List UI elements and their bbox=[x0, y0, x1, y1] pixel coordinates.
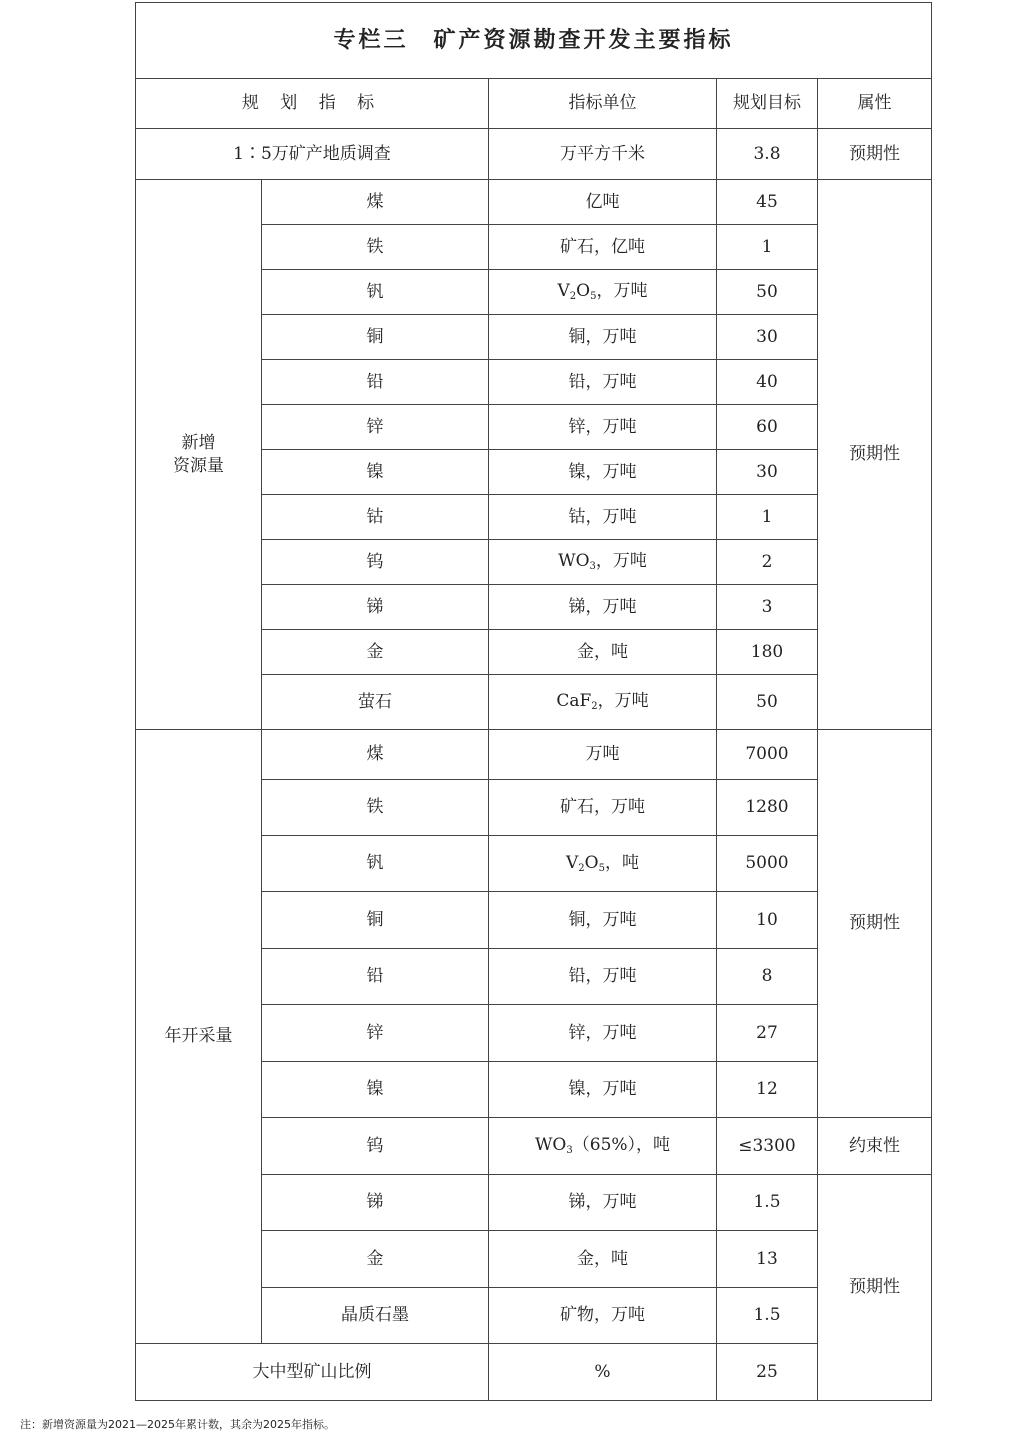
formula-sub: 3 bbox=[589, 561, 596, 573]
formula-sub: 3 bbox=[566, 1145, 573, 1157]
unit-cell: 钴，万吨 bbox=[489, 495, 717, 540]
unit-rest: （65%），吨 bbox=[572, 1135, 671, 1156]
survey-attribute: 预期性 bbox=[818, 129, 932, 180]
formula-sub: 2 bbox=[578, 862, 585, 874]
formula-text: V bbox=[557, 281, 570, 302]
unit-cell: 矿物，万吨 bbox=[489, 1288, 717, 1344]
mineral-name: 金 bbox=[262, 1231, 489, 1288]
unit-rest: ，吨 bbox=[604, 852, 639, 873]
header-target: 规划目标 bbox=[717, 79, 818, 129]
header-indicator-text: 规 划 指 标 bbox=[241, 93, 383, 114]
target-cell: 5000 bbox=[717, 836, 818, 892]
unit-cell: 镍，万吨 bbox=[489, 1062, 717, 1118]
attribute-annual-b: 约束性 bbox=[818, 1118, 932, 1175]
header-indicator bbox=[136, 79, 489, 129]
group-label-annual-mining: 年开采量 bbox=[136, 730, 262, 1344]
group-label-new-line1: 新增 bbox=[181, 432, 216, 453]
group-label-new-line2: 资源量 bbox=[173, 455, 224, 476]
mineral-name: 煤 bbox=[262, 180, 489, 225]
mineral-name: 铁 bbox=[262, 780, 489, 836]
group-label-new-resources bbox=[136, 180, 262, 730]
table-row bbox=[136, 730, 932, 780]
mineral-name: 金 bbox=[262, 630, 489, 675]
formula-sub: 2 bbox=[591, 701, 598, 713]
unit-cell bbox=[489, 270, 717, 315]
unit-cell bbox=[489, 1118, 717, 1175]
unit-cell bbox=[489, 836, 717, 892]
target-cell: 8 bbox=[717, 949, 818, 1005]
mineral-name: 铁 bbox=[262, 225, 489, 270]
unit-cell: 亿吨 bbox=[489, 180, 717, 225]
mineral-name: 镍 bbox=[262, 450, 489, 495]
target-cell: 180 bbox=[717, 630, 818, 675]
table-row bbox=[136, 180, 932, 225]
formula-text: V bbox=[566, 852, 579, 873]
target-cell: 60 bbox=[717, 405, 818, 450]
unit-cell bbox=[489, 540, 717, 585]
formula-text: WO bbox=[534, 1135, 567, 1156]
attribute-annual-a: 预期性 bbox=[818, 730, 932, 1118]
unit-cell: 矿石，万吨 bbox=[489, 780, 717, 836]
mineral-name: 铅 bbox=[262, 949, 489, 1005]
unit-cell: 金，吨 bbox=[489, 630, 717, 675]
survey-indicator: 1∶5万矿产地质调查 bbox=[136, 129, 489, 180]
unit-cell: 万吨 bbox=[489, 730, 717, 780]
mine-ratio-indicator: 大中型矿山比例 bbox=[136, 1344, 489, 1401]
survey-target: 3.8 bbox=[717, 129, 818, 180]
target-cell: 30 bbox=[717, 450, 818, 495]
mineral-name: 煤 bbox=[262, 730, 489, 780]
target-cell: 50 bbox=[717, 270, 818, 315]
unit-rest: ，万吨 bbox=[595, 551, 647, 572]
target-cell: 2 bbox=[717, 540, 818, 585]
footnote: 注：新增资源量为2021—2025年累计数，其余为2025年指标。 bbox=[20, 1418, 335, 1431]
mineral-name: 锑 bbox=[262, 585, 489, 630]
mineral-name: 锌 bbox=[262, 405, 489, 450]
target-cell: 1.5 bbox=[717, 1288, 818, 1344]
target-cell: 10 bbox=[717, 892, 818, 949]
attribute-annual-c: 预期性 bbox=[818, 1175, 932, 1401]
unit-cell: 锌，万吨 bbox=[489, 1005, 717, 1062]
target-cell: 40 bbox=[717, 360, 818, 405]
mineral-name: 锑 bbox=[262, 1175, 489, 1231]
target-cell: 13 bbox=[717, 1231, 818, 1288]
target-cell: 1.5 bbox=[717, 1175, 818, 1231]
mineral-name: 铅 bbox=[262, 360, 489, 405]
header-unit: 指标单位 bbox=[489, 79, 717, 129]
unit-cell: 铜，万吨 bbox=[489, 892, 717, 949]
formula-sub: 2 bbox=[569, 291, 577, 303]
unit-cell: 金，吨 bbox=[489, 1231, 717, 1288]
unit-cell: 铅，万吨 bbox=[489, 949, 717, 1005]
target-cell: 50 bbox=[717, 675, 818, 730]
target-cell: 7000 bbox=[717, 730, 818, 780]
target-cell: 45 bbox=[717, 180, 818, 225]
mineral-name: 钨 bbox=[262, 540, 489, 585]
mineral-name: 铜 bbox=[262, 315, 489, 360]
target-cell: 1 bbox=[717, 225, 818, 270]
unit-cell: 矿石，亿吨 bbox=[489, 225, 717, 270]
mineral-name: 钨 bbox=[262, 1118, 489, 1175]
table-row bbox=[136, 129, 932, 180]
indicator-table bbox=[135, 2, 932, 1401]
target-cell: 27 bbox=[717, 1005, 818, 1062]
mineral-name: 铜 bbox=[262, 892, 489, 949]
target-cell: 3 bbox=[717, 585, 818, 630]
unit-cell: 锑，万吨 bbox=[489, 1175, 717, 1231]
formula-text: CaF bbox=[556, 691, 592, 712]
unit-cell: 铅，万吨 bbox=[489, 360, 717, 405]
mineral-name: 钒 bbox=[262, 836, 489, 892]
unit-rest: ，万吨 bbox=[597, 691, 649, 712]
unit-cell: 锌，万吨 bbox=[489, 405, 717, 450]
header-attribute: 属性 bbox=[818, 79, 932, 129]
target-cell: 1 bbox=[717, 495, 818, 540]
formula-text: WO bbox=[558, 551, 590, 572]
attribute-new-resources: 预期性 bbox=[818, 180, 932, 730]
mineral-name: 锌 bbox=[262, 1005, 489, 1062]
unit-cell: 锑，万吨 bbox=[489, 585, 717, 630]
survey-unit: 万平方千米 bbox=[489, 129, 717, 180]
mineral-name: 钒 bbox=[262, 270, 489, 315]
mineral-name: 钴 bbox=[262, 495, 489, 540]
mineral-name: 萤石 bbox=[262, 675, 489, 730]
unit-cell: 铜，万吨 bbox=[489, 315, 717, 360]
unit-cell: 镍，万吨 bbox=[489, 450, 717, 495]
table-title: 专栏三 矿产资源勘查开发主要指标 bbox=[136, 3, 932, 79]
mineral-name: 晶质石墨 bbox=[262, 1288, 489, 1344]
table-row bbox=[136, 1344, 932, 1401]
target-cell: 1280 bbox=[717, 780, 818, 836]
target-cell: ≤3300 bbox=[717, 1118, 818, 1175]
formula-sub: 5 bbox=[598, 862, 605, 874]
formula-text: O bbox=[584, 852, 599, 873]
target-cell: 30 bbox=[717, 315, 818, 360]
formula-text: O bbox=[576, 281, 591, 302]
mine-ratio-unit: % bbox=[489, 1344, 717, 1401]
mine-ratio-target: 25 bbox=[717, 1344, 818, 1401]
unit-cell bbox=[489, 675, 717, 730]
formula-sub: 5 bbox=[590, 291, 597, 303]
unit-rest: ，万吨 bbox=[596, 281, 648, 302]
target-cell: 12 bbox=[717, 1062, 818, 1118]
mineral-name: 镍 bbox=[262, 1062, 489, 1118]
